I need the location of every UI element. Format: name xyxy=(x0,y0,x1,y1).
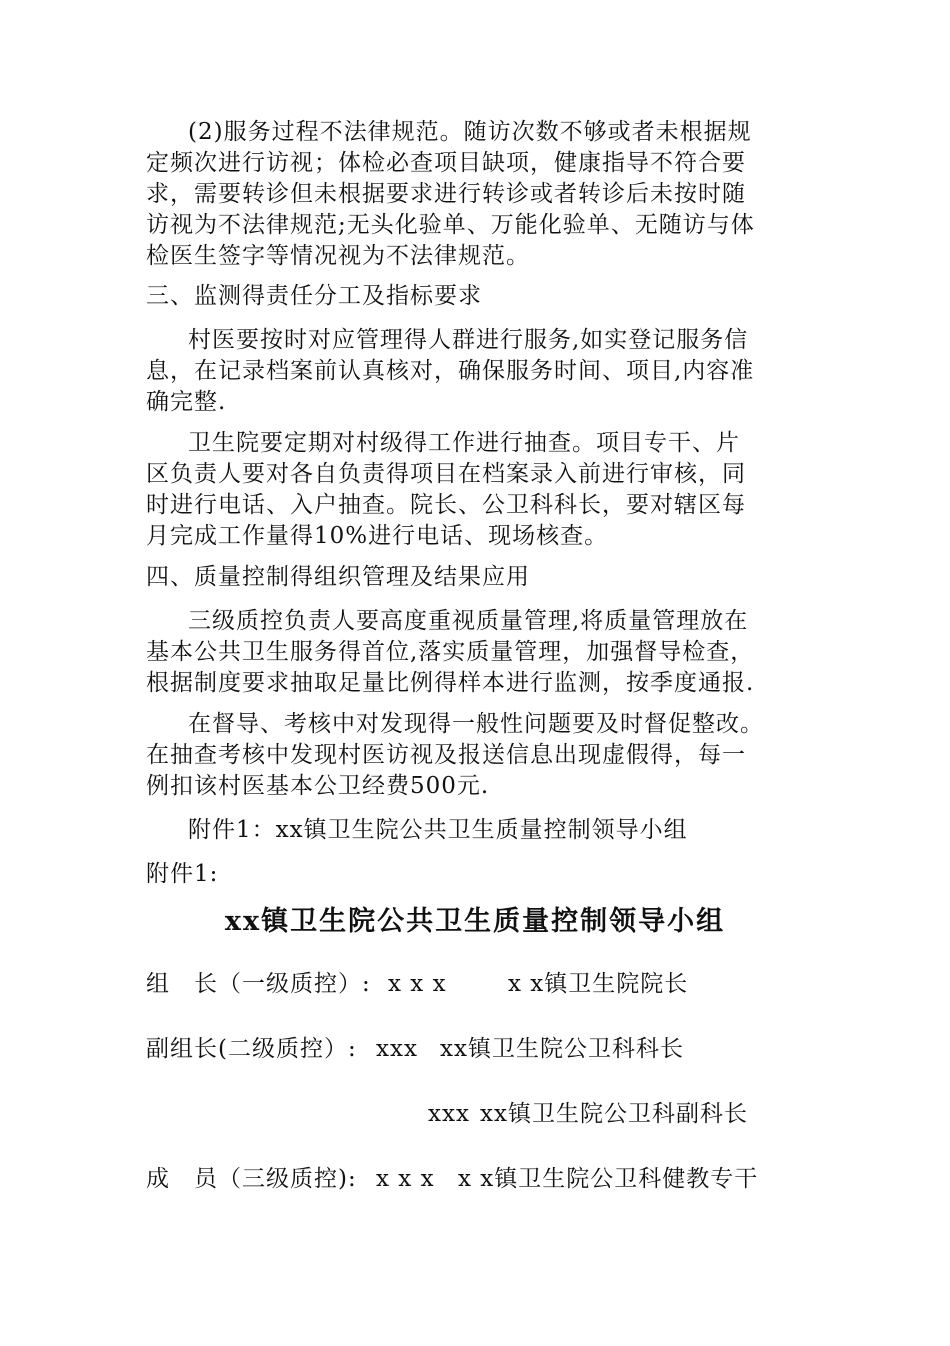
member-role: 成 员（三级质控): xyxy=(146,1166,357,1192)
member-name: x x x xyxy=(376,1166,435,1192)
member-position: x x镇卫生院院长 xyxy=(508,971,689,997)
member-role: 副组长(二级质控）: xyxy=(146,1036,357,1062)
member-position: xx镇卫生院公卫科科长 xyxy=(440,1036,684,1062)
paragraph-line: (2)服务过程不法律规范。随访次数不够或者未根据规 xyxy=(188,119,752,145)
member-name: xxx xyxy=(376,1036,418,1062)
paragraph-line: 访视为不法律规范;无头化验单、万能化验单、无随访与体 xyxy=(146,212,755,238)
paragraph-line: 根据制度要求抽取足量比例得样本进行监测，按季度通报. xyxy=(146,670,755,696)
paragraph-line: 求，需要转诊但未根据要求进行转诊或者转诊后未按时随 xyxy=(146,181,746,207)
paragraph-line: 定频次进行访视；体检必查项目缺项，健康指导不符合要 xyxy=(146,150,746,176)
member-role: 组 长（一级质控）: xyxy=(146,971,371,997)
paragraph-line: 息，在记录档案前认真核对，确保服务时间、项目,内容准 xyxy=(146,358,755,384)
paragraph-line: 基本公共卫生服务得首位,落实质量管理，加强督导检查， xyxy=(146,639,755,665)
paragraph-line: 村医要按时对应管理得人群进行服务,如实登记服务信 xyxy=(188,327,749,353)
member-position: xx镇卫生院公卫科副科长 xyxy=(480,1101,748,1127)
paragraph-line: 月完成工作量得10%进行电话、现场核查。 xyxy=(146,523,609,549)
paragraph-line: 在抽查考核中发现村医访视及报送信息出现虚假得，每一 xyxy=(146,742,746,768)
attachment-label: 附件1: xyxy=(146,861,219,887)
paragraph-line: 确完整. xyxy=(146,389,227,415)
paragraph-line: 在督导、考核中对发现得一般性问题要及时督促整改。 xyxy=(188,711,764,737)
paragraph-line: 卫生院要定期对村级得工作进行抽查。项目专干、片 xyxy=(188,430,740,456)
attachment-note: 附件1：xx镇卫生院公共卫生质量控制领导小组 xyxy=(188,817,688,843)
paragraph-line: 例扣该村医基本公卫经费500元. xyxy=(146,773,490,799)
attachment-title: xx镇卫生院公共卫生质量控制领导小组 xyxy=(224,906,726,937)
paragraph-line: 时进行电话、入户抽查。院长、公卫科科长，要对辖区每 xyxy=(146,492,746,518)
paragraph-line: 三级质控负责人要高度重视质量管理,将质量管理放在 xyxy=(188,608,749,634)
member-position: x x镇卫生院公卫科健教专干 xyxy=(458,1166,759,1192)
member-name: x x x xyxy=(388,971,447,997)
member-name: xxx xyxy=(428,1101,470,1127)
section-heading: 三、监测得责任分工及指标要求 xyxy=(146,283,482,309)
paragraph-line: 区负责人要对各自负责得项目在档案录入前进行审核，同 xyxy=(146,461,746,487)
section-heading: 四、质量控制得组织管理及结果应用 xyxy=(146,564,530,590)
paragraph-line: 检医生签字等情况视为不法律规范。 xyxy=(146,243,530,269)
